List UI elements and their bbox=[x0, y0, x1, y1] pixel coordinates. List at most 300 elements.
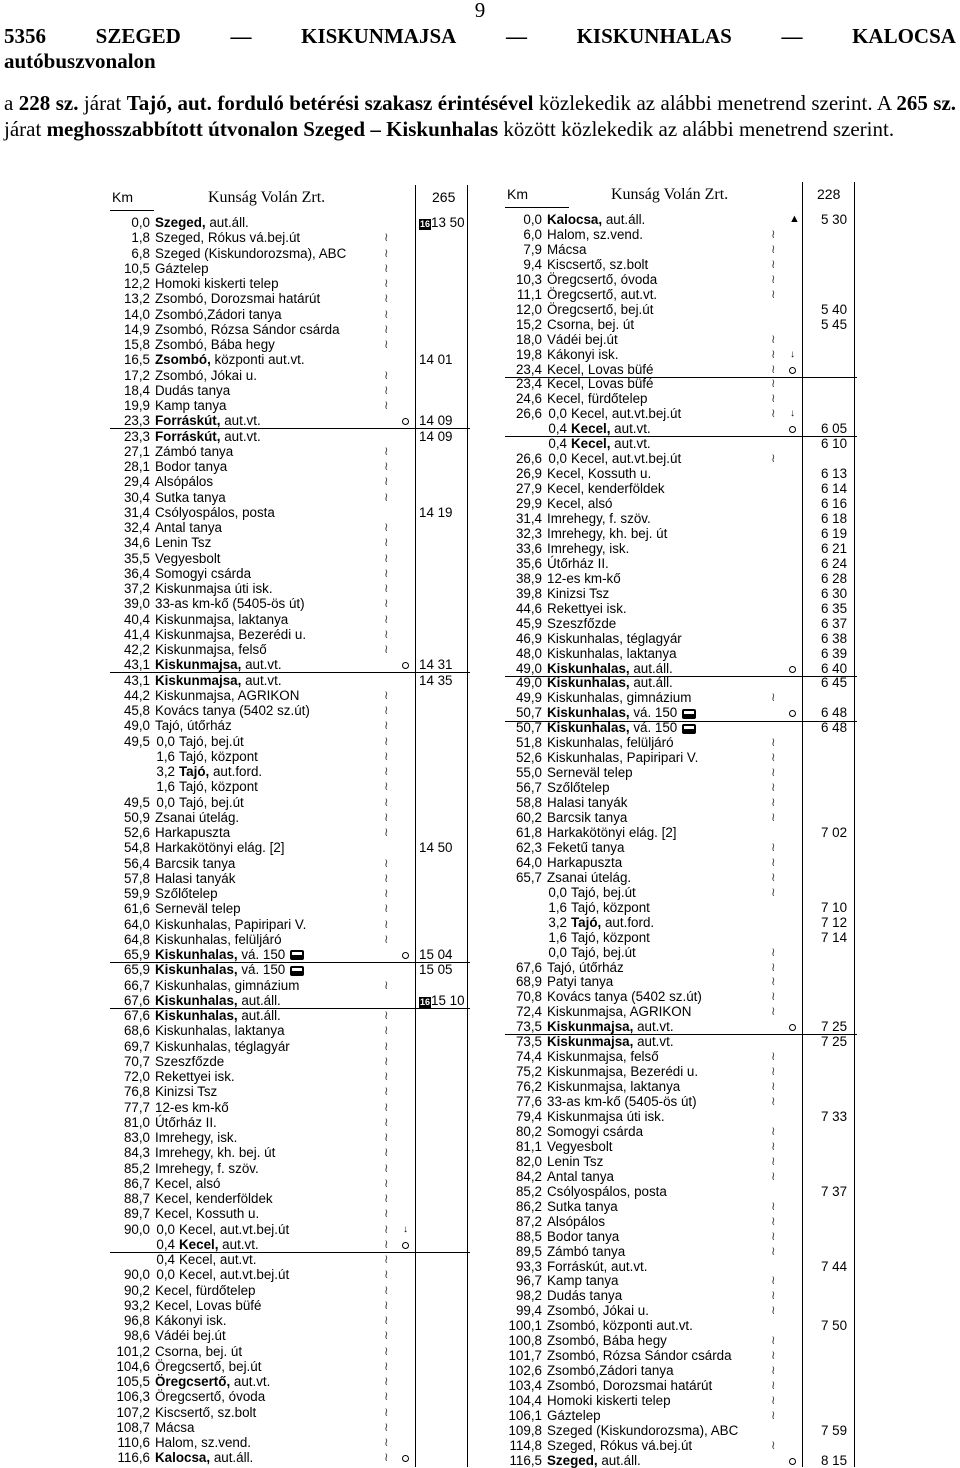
km-value: 93,2 bbox=[123, 1297, 150, 1313]
terminus-circle-icon bbox=[789, 661, 796, 676]
timetable-row bbox=[505, 945, 857, 960]
stop-name bbox=[155, 444, 233, 459]
time-value: 5 40 bbox=[821, 301, 848, 317]
departure-time bbox=[821, 1453, 847, 1468]
timetable-row bbox=[505, 900, 857, 915]
stop-name-main: Vegyesbolt bbox=[155, 550, 221, 566]
terminus-circle-icon bbox=[402, 1450, 409, 1465]
departure-time bbox=[821, 1019, 847, 1034]
stop-name-main: Imrehegy, kh. bej. út bbox=[155, 1145, 276, 1161]
stop-name-main: Imrehegy, f. szöv. bbox=[547, 511, 651, 526]
timetable-row bbox=[505, 1393, 857, 1408]
stop-name-main: Kiskunmajsa, bbox=[155, 672, 242, 688]
no-stop-wave-icon: ≀ bbox=[384, 931, 389, 946]
route-city-3: KISKUNHALAS bbox=[576, 24, 732, 48]
departure-time bbox=[821, 616, 847, 631]
stop-name bbox=[155, 871, 235, 886]
timetable-row bbox=[505, 855, 857, 870]
stop-name-main: Imrehegy, isk. bbox=[547, 540, 630, 556]
km-value: 104,4 bbox=[508, 1393, 542, 1409]
km-value: 27,9 bbox=[515, 481, 542, 497]
stop-name bbox=[571, 915, 654, 930]
km-value: 18,0 bbox=[515, 331, 542, 347]
stop-name bbox=[547, 1259, 647, 1274]
time-value: 5 30 bbox=[821, 212, 848, 227]
no-stop-wave-icon: ≀ bbox=[771, 1213, 776, 1228]
departure-time bbox=[419, 840, 453, 855]
no-stop-wave-icon: ≀ bbox=[384, 916, 389, 931]
km-value: 13,2 bbox=[123, 291, 150, 307]
stop-name bbox=[155, 596, 305, 611]
stop-name bbox=[547, 974, 613, 989]
stop-name bbox=[571, 885, 636, 900]
stop-name-main: Somogyi csárda bbox=[155, 565, 252, 581]
km-branch-value: 0,0 bbox=[548, 884, 567, 900]
km-value: 17,2 bbox=[123, 367, 150, 383]
stop-name bbox=[155, 673, 282, 688]
km-value: 31,4 bbox=[123, 504, 150, 520]
stop-name-detail: vá. 150 bbox=[237, 947, 286, 962]
terminus-circle-icon bbox=[789, 1453, 796, 1468]
stop-name-main: 33-as km-kő (5405-ös út) bbox=[547, 1094, 697, 1110]
stop-name-main: Kecel, kenderföldek bbox=[155, 1191, 273, 1206]
timetable-row bbox=[110, 1237, 470, 1253]
km-value: 26,6 bbox=[515, 451, 542, 467]
stop-name bbox=[571, 436, 651, 451]
km-value: 38,9 bbox=[515, 570, 542, 586]
time-value: 6 28 bbox=[821, 570, 848, 586]
km-value: 40,4 bbox=[123, 611, 150, 627]
terminus-circle-icon bbox=[789, 705, 796, 720]
stop-name bbox=[547, 1229, 619, 1244]
stop-name bbox=[155, 1039, 290, 1054]
km-value: 9,4 bbox=[523, 256, 542, 272]
timetable-row bbox=[505, 735, 857, 750]
stop-name-main: Kecel, Lovas büfé bbox=[547, 376, 654, 392]
stop-name-main: Bodor tanya bbox=[155, 459, 228, 474]
page-number: 9 bbox=[474, 0, 486, 22]
km-value: 24,6 bbox=[515, 391, 542, 407]
timetable-row bbox=[505, 1453, 857, 1468]
timetable-row bbox=[505, 765, 857, 780]
km-branch-value: 0,0 bbox=[156, 733, 175, 749]
timetable-row bbox=[505, 1348, 857, 1363]
stop-name-main: Kecel, aut.vt.bej.út bbox=[179, 1221, 290, 1237]
time-value: 6 05 bbox=[821, 421, 848, 437]
km-branch-value: 0,0 bbox=[156, 794, 175, 810]
stop-name bbox=[155, 1084, 217, 1099]
no-stop-wave-icon: ≀ bbox=[384, 1053, 389, 1068]
timetable-row bbox=[505, 690, 857, 705]
stop-name-main: Kiskunhalas, Papiripari V. bbox=[547, 750, 699, 766]
stop-name bbox=[155, 490, 226, 505]
stop-name bbox=[155, 505, 275, 520]
no-stop-wave-icon: ≀ bbox=[384, 626, 389, 641]
stop-name bbox=[155, 856, 235, 871]
km-value: 49,5 bbox=[123, 733, 150, 749]
stop-name bbox=[547, 1124, 643, 1139]
no-stop-wave-icon: ≀ bbox=[384, 276, 389, 290]
km-value: 74,4 bbox=[515, 1049, 542, 1065]
stop-name-main: Zsombó, Jókai u. bbox=[155, 367, 257, 383]
stop-name bbox=[155, 459, 227, 474]
km-value: 67,6 bbox=[123, 1008, 150, 1023]
stop-name-main: Serneväl telep bbox=[547, 765, 633, 781]
timetable-row bbox=[110, 383, 470, 398]
timetable-row bbox=[505, 586, 857, 601]
stop-name bbox=[547, 1154, 603, 1169]
km-value: 46,9 bbox=[515, 630, 542, 646]
timetable-row bbox=[505, 376, 857, 391]
no-stop-wave-icon: ≀ bbox=[384, 611, 389, 626]
stop-name-main: Kalocsa, bbox=[547, 212, 603, 227]
km-value: 73,5 bbox=[515, 1034, 542, 1050]
km-value: 89,7 bbox=[123, 1206, 150, 1222]
timetable-row bbox=[110, 352, 470, 367]
stop-name-main: Kiskunhalas, felüljáró bbox=[155, 931, 282, 947]
timetable-row bbox=[110, 673, 470, 688]
stop-name-detail: aut.áll. bbox=[237, 992, 281, 1008]
stop-name bbox=[547, 347, 618, 362]
timetable-row bbox=[505, 1438, 857, 1453]
stop-name bbox=[547, 855, 622, 870]
timetable-row bbox=[110, 1023, 470, 1038]
no-stop-wave-icon: ≀ bbox=[771, 256, 776, 271]
notice-paragraph bbox=[4, 90, 956, 142]
stop-name-main: Szeszfőzde bbox=[155, 1053, 225, 1069]
no-stop-wave-icon: ≀ bbox=[384, 1313, 389, 1327]
km-value: 49,0 bbox=[515, 675, 542, 691]
km-value: 36,4 bbox=[123, 565, 150, 581]
no-stop-wave-icon: ≀ bbox=[771, 1168, 776, 1183]
stop-name-main: Kecel, bbox=[571, 436, 611, 452]
no-stop-wave-icon: ≀ bbox=[384, 855, 389, 870]
km-value: 44,2 bbox=[123, 687, 150, 703]
no-stop-wave-icon: ≀ bbox=[771, 1303, 776, 1318]
stop-name bbox=[547, 212, 645, 227]
no-stop-wave-icon: ≀ bbox=[384, 306, 389, 321]
timetable-header bbox=[505, 182, 857, 208]
time-value: 7 44 bbox=[821, 1258, 848, 1274]
km-value: 23,3 bbox=[123, 413, 150, 429]
notice-text: a bbox=[4, 91, 19, 115]
stop-name-main: Tajó, központ bbox=[179, 779, 258, 795]
stop-name-main: Patyi tanya bbox=[547, 974, 614, 990]
timetable-row bbox=[110, 947, 470, 963]
notice-bold: 228 sz. bbox=[18, 91, 79, 115]
time-value: 14 09 bbox=[419, 428, 453, 444]
start-triangle-icon: ▲ bbox=[789, 213, 800, 225]
timetable-row bbox=[505, 1064, 857, 1079]
timetable-row bbox=[505, 1318, 857, 1333]
no-stop-wave-icon: ≀ bbox=[384, 977, 389, 992]
departure-time bbox=[821, 511, 847, 526]
km-value: 48,0 bbox=[515, 645, 542, 661]
no-stop-wave-icon: ≀ bbox=[384, 733, 389, 748]
notice-text: közlekedik az alábbi menetrend szerint. A bbox=[533, 91, 897, 115]
stop-name-main: Kecel, Lovas büfé bbox=[155, 1297, 262, 1313]
company-name: Kunság Volán Zrt. bbox=[611, 186, 729, 203]
stop-name-main: Zsombó, központi aut.vt. bbox=[547, 1318, 693, 1334]
km-branch-value: 0,4 bbox=[156, 1236, 175, 1252]
departure-time bbox=[821, 705, 847, 720]
timetable-row bbox=[110, 779, 470, 794]
stop-name bbox=[179, 764, 262, 779]
km-value: 100,1 bbox=[508, 1318, 542, 1334]
time-value: 6 39 bbox=[821, 645, 848, 661]
stop-name bbox=[547, 1348, 732, 1363]
stop-name-main: Zsombó, Dorozsmai határút bbox=[155, 291, 321, 307]
km-value: 70,8 bbox=[515, 989, 542, 1005]
stop-name-main: Zsombó, Rózsa Sándor csárda bbox=[547, 1348, 732, 1364]
stop-name bbox=[179, 734, 244, 749]
stop-name bbox=[155, 1008, 281, 1023]
route-city-4: KALOCSA bbox=[852, 24, 956, 48]
no-stop-wave-icon: ≀ bbox=[384, 870, 389, 885]
down-arrow-icon: ↓ bbox=[790, 348, 795, 360]
no-stop-wave-icon: ≀ bbox=[384, 245, 389, 260]
departure-time bbox=[821, 601, 847, 616]
stop-name-main: Harkakötönyi elág. [2] bbox=[155, 840, 285, 856]
timetable-row bbox=[505, 1244, 857, 1259]
stop-name bbox=[155, 261, 209, 276]
terminus-circle-icon bbox=[402, 657, 409, 672]
stop-name-main: Kecel, aut.vt.bej.út bbox=[179, 1267, 290, 1283]
timetable-row bbox=[110, 1069, 470, 1084]
stop-name-main: Rekettyei isk. bbox=[155, 1069, 235, 1084]
stop-name bbox=[155, 1450, 253, 1465]
departure-time bbox=[821, 825, 847, 840]
stop-name bbox=[155, 307, 282, 322]
km-value: 116,5 bbox=[509, 1452, 542, 1468]
stop-name bbox=[155, 718, 232, 733]
no-stop-wave-icon: ≀ bbox=[384, 1175, 389, 1190]
stop-name bbox=[547, 1169, 614, 1184]
km-value: 26,6 bbox=[515, 406, 542, 422]
timetable-row bbox=[110, 1008, 470, 1023]
no-stop-wave-icon: ≀ bbox=[384, 337, 389, 351]
stop-name bbox=[571, 406, 681, 421]
departure-time bbox=[821, 436, 847, 451]
no-stop-wave-icon: ≀ bbox=[771, 1004, 776, 1019]
timetable-228 bbox=[505, 182, 857, 1467]
stop-name bbox=[155, 1313, 226, 1328]
stop-name-main: Kiskunhalas, laktanya bbox=[547, 645, 677, 661]
km-value: 51,8 bbox=[515, 735, 542, 751]
stop-name-main: Öregcsertő, bbox=[155, 1374, 231, 1389]
stop-name-main: 12-es km-kő bbox=[155, 1099, 229, 1115]
no-stop-wave-icon: ≀ bbox=[771, 1064, 776, 1079]
departure-time bbox=[821, 481, 847, 496]
timetable-row bbox=[505, 362, 857, 378]
stop-name-main: Kiskunmajsa, bbox=[547, 1034, 634, 1050]
timetable-row bbox=[110, 886, 470, 901]
stop-name bbox=[547, 1303, 649, 1318]
timetable-row bbox=[110, 734, 470, 749]
stop-name bbox=[155, 337, 275, 352]
stop-name-main: Forráskút, aut.vt. bbox=[547, 1258, 648, 1274]
timetable-265 bbox=[110, 185, 470, 1467]
stop-name bbox=[155, 215, 249, 230]
stop-name-detail: aut.vt. bbox=[220, 413, 261, 429]
no-stop-wave-icon: ≀ bbox=[384, 1404, 389, 1419]
route-dash-2: — bbox=[505, 24, 527, 48]
timetable-row bbox=[505, 1214, 857, 1229]
time-value: 6 16 bbox=[821, 496, 848, 512]
no-stop-wave-icon: ≀ bbox=[771, 241, 776, 256]
stop-name-main: Kiskunhalas, bbox=[155, 1008, 238, 1023]
timetable-row bbox=[110, 749, 470, 764]
km-branch-value: 1,6 bbox=[548, 899, 567, 915]
stop-name-main: Lenin Tsz bbox=[155, 535, 212, 551]
stop-name-main: Kiscsertő, sz.bolt bbox=[547, 256, 649, 272]
stop-name-main: Kamp tanya bbox=[155, 398, 227, 413]
stop-name bbox=[547, 526, 667, 541]
km-value: 27,1 bbox=[123, 443, 150, 459]
stop-name bbox=[155, 1176, 221, 1191]
stop-name-main: Zsombó, bbox=[155, 352, 211, 368]
notice-text: járat bbox=[78, 91, 127, 115]
stop-name bbox=[547, 466, 651, 481]
km-value: 49,0 bbox=[123, 718, 150, 734]
stop-name bbox=[547, 376, 653, 391]
stop-name-main: Serneväl telep bbox=[155, 901, 241, 917]
timetable-header bbox=[110, 185, 470, 211]
no-stop-wave-icon: ≀ bbox=[384, 1374, 389, 1388]
no-stop-wave-icon: ≀ bbox=[771, 690, 776, 705]
timetable-row bbox=[505, 556, 857, 571]
stop-name bbox=[155, 1100, 229, 1115]
time-value: 14 31 bbox=[419, 657, 453, 673]
stop-name bbox=[155, 688, 299, 703]
time-value: 6 40 bbox=[821, 660, 848, 676]
stop-name bbox=[155, 1405, 256, 1420]
km-value: 60,2 bbox=[515, 810, 542, 825]
stop-name-main: Vádéi bej.út bbox=[155, 1328, 226, 1344]
timetable-row bbox=[110, 1328, 470, 1343]
stop-name-detail: aut.vt. bbox=[230, 1374, 271, 1389]
no-stop-wave-icon: ≀ bbox=[384, 809, 389, 824]
timetable-row bbox=[110, 962, 470, 977]
km-value: 7,9 bbox=[523, 241, 542, 257]
stop-name-detail: vá. 150 bbox=[629, 705, 678, 721]
km-value: 106,1 bbox=[508, 1408, 542, 1423]
stop-name bbox=[155, 246, 346, 261]
stop-name bbox=[155, 917, 306, 932]
stop-name bbox=[155, 520, 222, 535]
stop-name-main: Kecel, aut.vt. bbox=[179, 1252, 257, 1267]
km-value: 68,6 bbox=[123, 1023, 150, 1039]
km-value: 96,7 bbox=[515, 1273, 542, 1289]
no-stop-wave-icon: ≀ bbox=[771, 810, 776, 824]
stop-name-detail: vá. 150 bbox=[237, 962, 286, 978]
timetable-row bbox=[505, 1034, 857, 1049]
no-stop-wave-icon: ≀ bbox=[384, 1023, 389, 1038]
stop-name bbox=[547, 556, 609, 571]
stop-name-main: Tajó, bej.út bbox=[571, 884, 636, 900]
route-subtitle: autóbuszvonalon bbox=[4, 49, 156, 73]
terminus-circle-icon bbox=[402, 413, 409, 428]
stop-name bbox=[547, 511, 651, 526]
stop-name-main: Kiskunmajsa, bbox=[155, 657, 242, 673]
footnote-badge: 16 bbox=[420, 219, 431, 229]
timetable-row bbox=[505, 406, 857, 421]
km-value: 87,2 bbox=[515, 1213, 542, 1229]
stop-name bbox=[547, 750, 698, 765]
stop-name-main: Forráskút, bbox=[155, 413, 221, 429]
no-stop-wave-icon: ≀ bbox=[384, 1252, 389, 1266]
timetable-row bbox=[110, 413, 470, 429]
km-value: 81,0 bbox=[123, 1114, 150, 1130]
no-stop-wave-icon: ≀ bbox=[384, 1450, 389, 1465]
timetable-row bbox=[505, 974, 857, 989]
stop-name bbox=[155, 1344, 242, 1359]
timetable-row bbox=[505, 810, 857, 825]
time-value: 6 35 bbox=[821, 600, 848, 616]
stop-name bbox=[155, 1283, 256, 1298]
km-value: 43,1 bbox=[123, 672, 150, 688]
stop-name-main: Szőlőtelep bbox=[547, 780, 610, 796]
km-value: 58,8 bbox=[515, 795, 542, 811]
stop-name bbox=[155, 581, 273, 596]
time-value: 7 50 bbox=[821, 1318, 848, 1334]
stop-name bbox=[155, 1328, 226, 1343]
timetable-row bbox=[110, 444, 470, 459]
stop-name-main: Feketű tanya bbox=[547, 839, 625, 855]
no-stop-wave-icon: ≀ bbox=[384, 321, 389, 336]
down-arrow-icon: ↓ bbox=[403, 1223, 408, 1235]
timetable-row bbox=[110, 917, 470, 932]
stop-name-main: Sutka tanya bbox=[547, 1198, 618, 1214]
stop-name bbox=[547, 675, 673, 690]
stop-name-detail: aut.áll. bbox=[237, 1008, 281, 1023]
no-stop-wave-icon: ≀ bbox=[771, 1333, 776, 1348]
km-value: 65,7 bbox=[515, 869, 542, 885]
timetable-row bbox=[110, 642, 470, 657]
timetable-row bbox=[110, 1283, 470, 1298]
km-value: 102,6 bbox=[508, 1363, 542, 1379]
stop-name bbox=[547, 661, 673, 676]
stop-name-main: Kinizsi Tsz bbox=[547, 585, 610, 601]
time-value: 14 19 bbox=[419, 504, 453, 520]
no-stop-wave-icon: ≀ bbox=[384, 596, 389, 611]
no-stop-wave-icon: ≀ bbox=[384, 687, 389, 702]
stop-name-main: Antal tanya bbox=[155, 520, 222, 535]
timetable-row bbox=[505, 511, 857, 526]
stop-name-main: Kinizsi Tsz bbox=[155, 1084, 218, 1100]
timetable-row bbox=[505, 317, 857, 332]
stop-name-main: Csorna, bej. út bbox=[547, 316, 635, 332]
stop-name bbox=[547, 870, 631, 885]
timetable-row bbox=[505, 571, 857, 586]
no-stop-wave-icon: ≀ bbox=[771, 1408, 776, 1422]
stop-name bbox=[155, 810, 239, 825]
timetable-row bbox=[110, 276, 470, 291]
stop-name bbox=[547, 1199, 618, 1214]
time-value: 7 25 bbox=[821, 1019, 848, 1035]
km-value: 80,2 bbox=[515, 1123, 542, 1139]
no-stop-wave-icon: ≀ bbox=[384, 565, 389, 580]
time-value: 6 37 bbox=[821, 615, 848, 631]
route-number: 5356 bbox=[4, 24, 46, 48]
km-value: 90,2 bbox=[123, 1282, 150, 1298]
km-value: 93,3 bbox=[515, 1258, 542, 1274]
timetable-row bbox=[505, 601, 857, 616]
timetable-row bbox=[505, 1109, 857, 1124]
no-stop-wave-icon: ≀ bbox=[771, 1288, 776, 1303]
no-stop-wave-icon: ≀ bbox=[384, 459, 389, 473]
timetable-row bbox=[110, 551, 470, 566]
